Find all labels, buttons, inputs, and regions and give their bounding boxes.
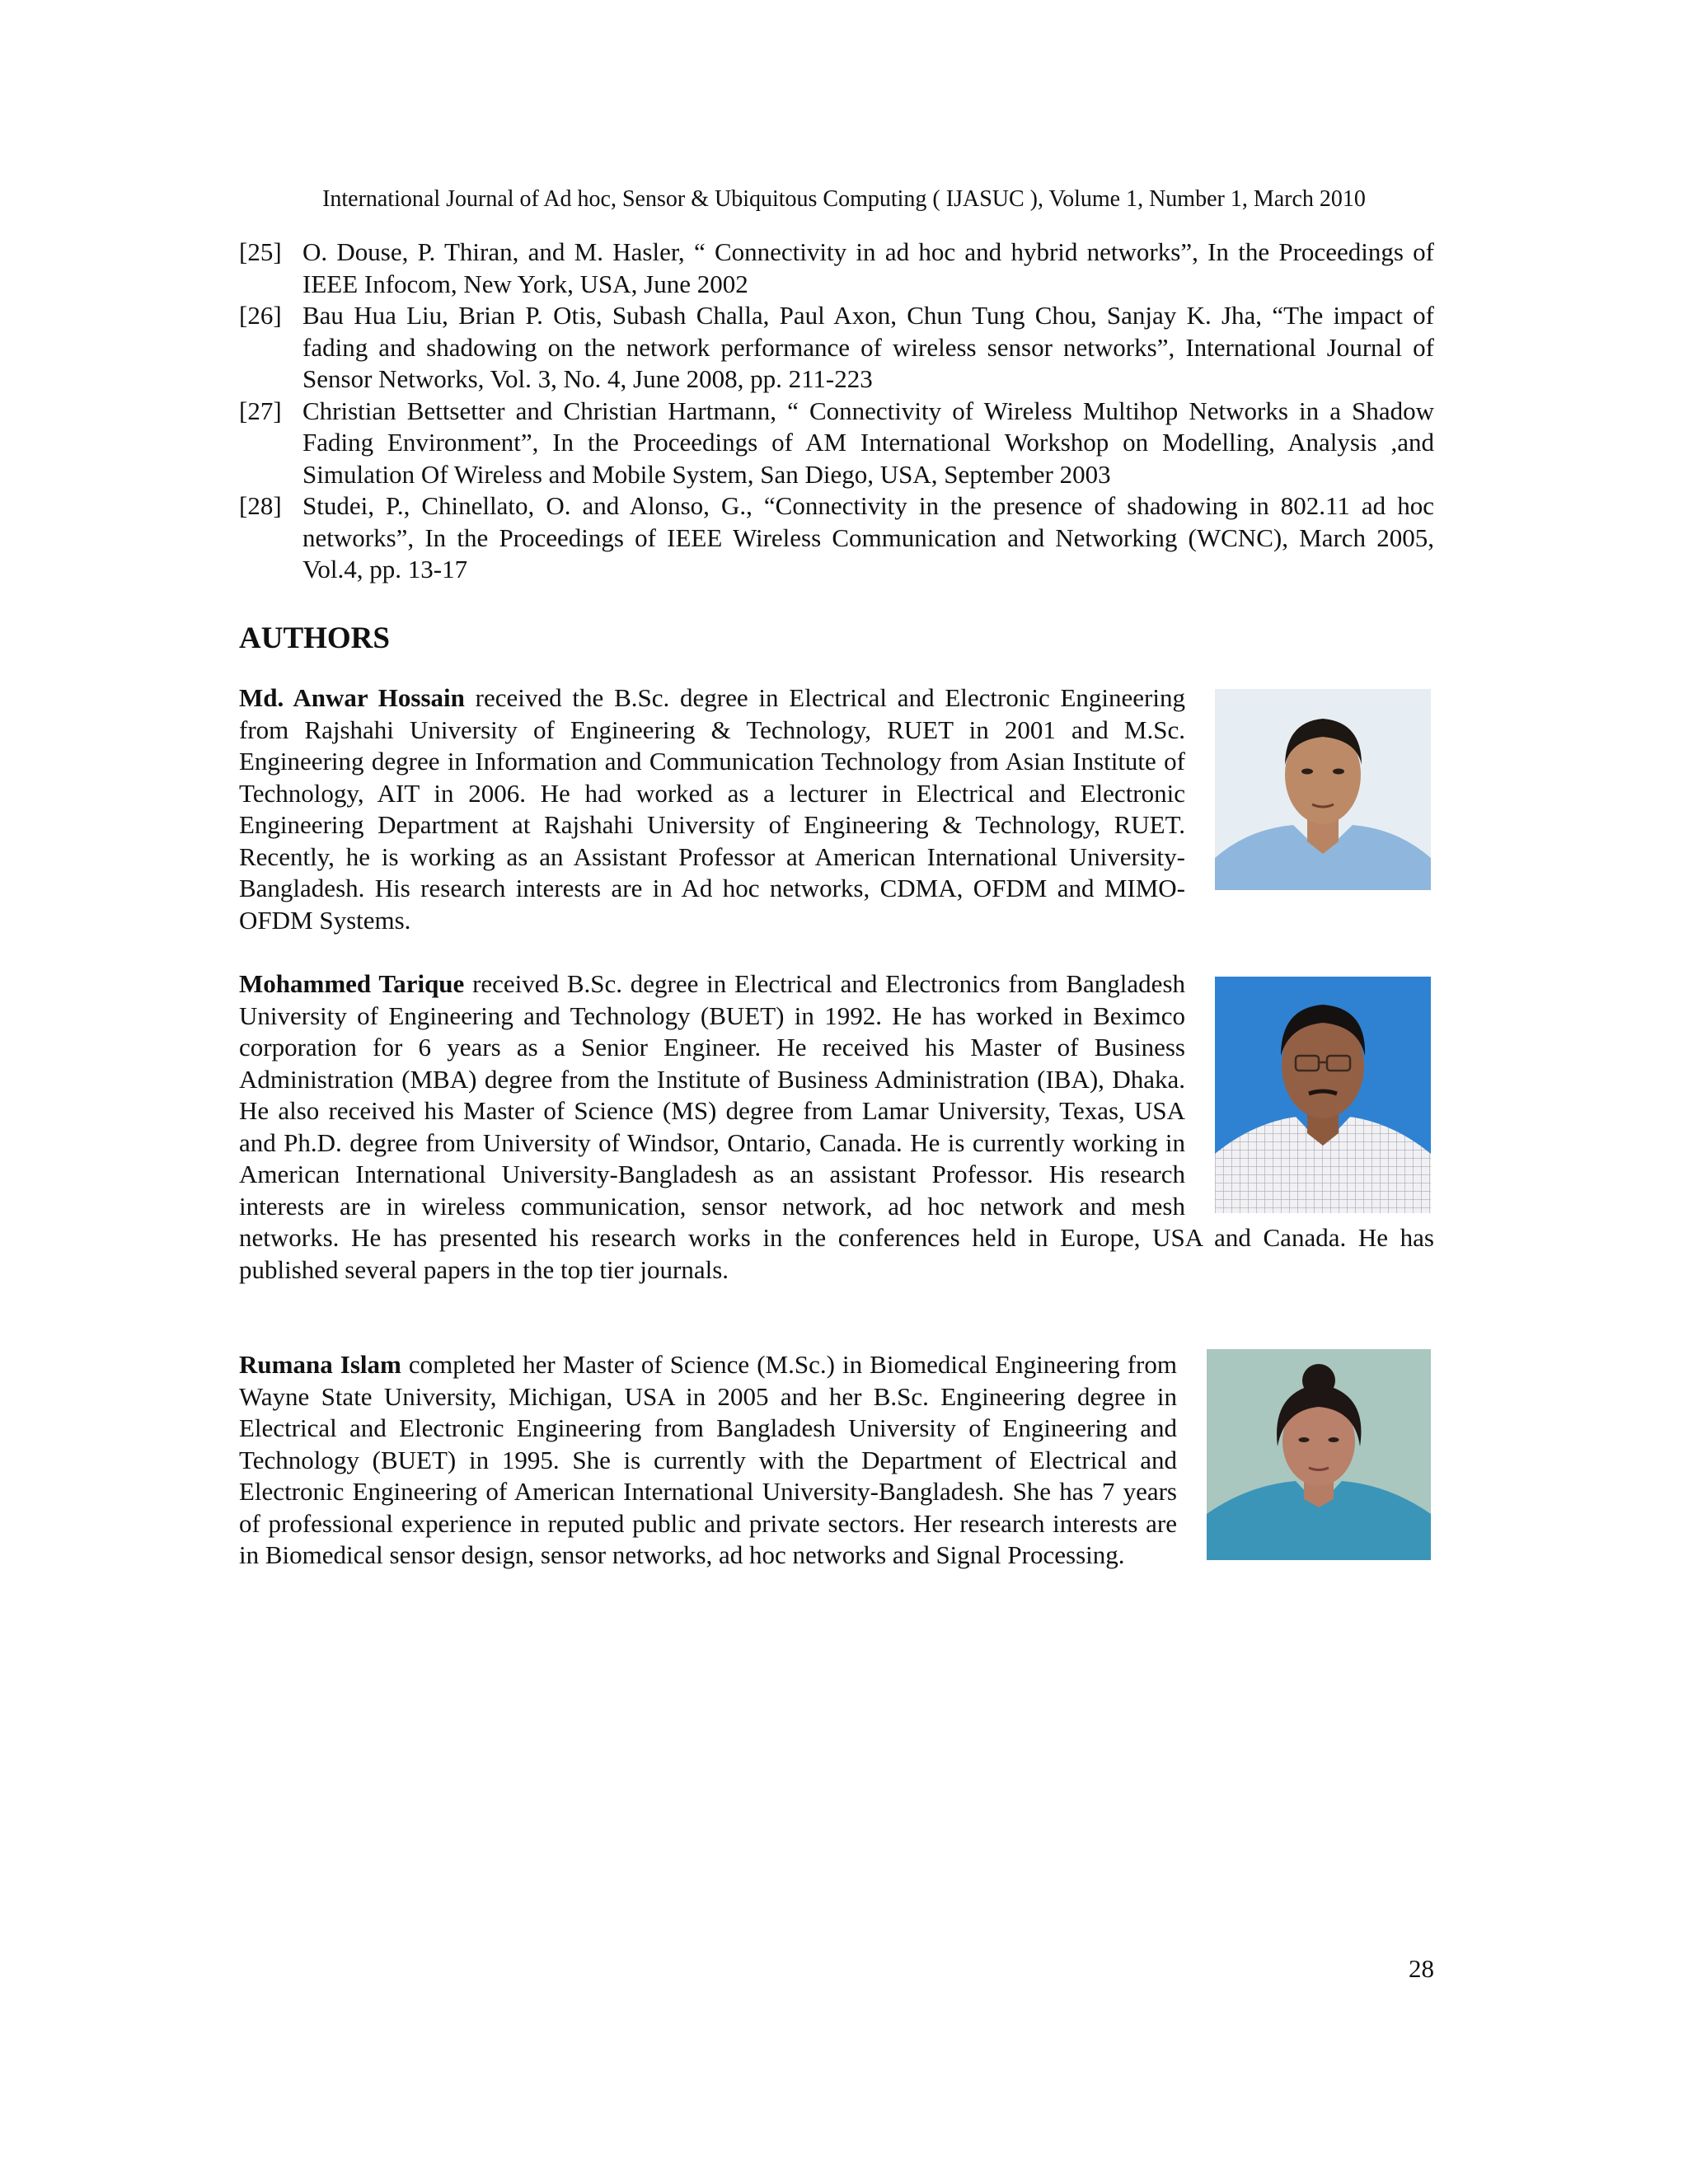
page-number: 28: [1409, 1954, 1434, 1983]
reference-number: [28]: [239, 491, 282, 520]
author-bio-text: received the B.Sc. degree in Electrical and Electronic Engineering from Rajshahi University of Engineering & Technology, RUET in 2001 and M.Sc. Engineering degree in Information and Communication Technology from Asian Institute of Technology, AIT in 2006. He had worked as a lecturer in Electrical and Electronic Engineering Department at Rajshahi University of Engineering & Technology, RUET. Recently, he is working as an Assistant Professor at American International University-Bangladesh. His research interests are in Ad hoc networks, CDMA, OFDM and MIMO-OFDM Systems.: [239, 683, 1185, 935]
reference-text: O. Douse, P. Thiran, and M. Hasler, “ Connectivity in ad hoc and hybrid networks”, In the Proceedings of IEEE Infocom, New York, USA, June 2002: [302, 237, 1434, 298]
author-photo-tarique: [1215, 977, 1431, 1213]
reference-item: [239, 237, 1434, 300]
author-bio-text: completed her Master of Science (M.Sc.) in Biomedical Engineering from Wayne State University, Michigan, USA in 2005 and her B.Sc. Engineering degree in Electrical and Electronic Engineering from Bangladesh University of Engineering and Technology (BUET) in 1995. She is currently with the Department of Electrical and Electronic Engineering of American International University-Bangladesh. She has 7 years of professional experience in reputed public and private sectors. Her research interests are in Biomedical sensor design, sensor networks, ad hoc networks and Signal Processing.: [239, 1350, 1177, 1569]
running-head: International Journal of Ad hoc, Sensor & Ubiquitous Computing ( IJASUC ), Volume 1, Number 1, March 2010: [322, 186, 1366, 212]
references-list: [239, 237, 1434, 586]
reference-item: [239, 396, 1434, 491]
author-name: Rumana Islam: [239, 1350, 401, 1379]
reference-number: [26]: [239, 301, 282, 330]
reference-text: Christian Bettsetter and Christian Hartmann, “ Connectivity of Wireless Multihop Networks in a Shadow Fading Environment”, In the Proceedings of AM International Workshop on Modelling, Analysis ,and Simulation Of Wireless and Mobile System, San Diego, USA, September 2003: [302, 396, 1434, 489]
author-photo-hossain: [1215, 689, 1431, 890]
author-name: Md. Anwar Hossain: [239, 683, 465, 712]
author-bio-hossain: [239, 682, 1434, 936]
author-bio-islam: [239, 1349, 1434, 1572]
author-name: Mohammed Tarique: [239, 969, 465, 998]
reference-number: [25]: [239, 237, 282, 266]
authors-heading: AUTHORS: [239, 621, 390, 655]
reference-item: [239, 300, 1434, 396]
author-bio-tarique: [239, 968, 1434, 1286]
reference-text: Bau Hua Liu, Brian P. Otis, Subash Challa, Paul Axon, Chun Tung Chou, Sanjay K. Jha, “The impact of fading and shadowing on the network performance of wireless sensor networks”, International Journal of Sensor Networks, Vol. 3, No. 4, June 2008, pp. 211-223: [302, 301, 1434, 393]
author-photo-islam: [1207, 1349, 1431, 1560]
reference-text: Studei, P., Chinellato, O. and Alonso, G., “Connectivity in the presence of shadowing in 802.11 ad hoc networks”, In the Proceedings of IEEE Wireless Communication and Networking (WCNC), March 2005, Vol.4, pp. 13-17: [302, 491, 1434, 583]
reference-item: [239, 490, 1434, 586]
reference-number: [27]: [239, 396, 282, 425]
author-bio-text: received B.Sc. degree in Electrical and Electronics from Bangladesh University of Engineering and Technology (BUET) in 1992. He has worked in Beximco corporation for 6 years as a Senior Engineer. He received his Master of Business Administration (MBA) degree from the Institute of Business Administration (IBA), Dhaka. He also received his Master of Science (MS) degree from Lamar University, Texas, USA and Ph.D. degree from University of Windsor, Ontario, Canada. He is currently working in American International University-Bangladesh as an assistant Professor. His research interests are in wireless communication, sensor network, ad hoc network and mesh networks. He has presented his research works in the conferences held in Europe, USA and Canada. He has published several papers in the top tier journals.: [239, 969, 1434, 1284]
